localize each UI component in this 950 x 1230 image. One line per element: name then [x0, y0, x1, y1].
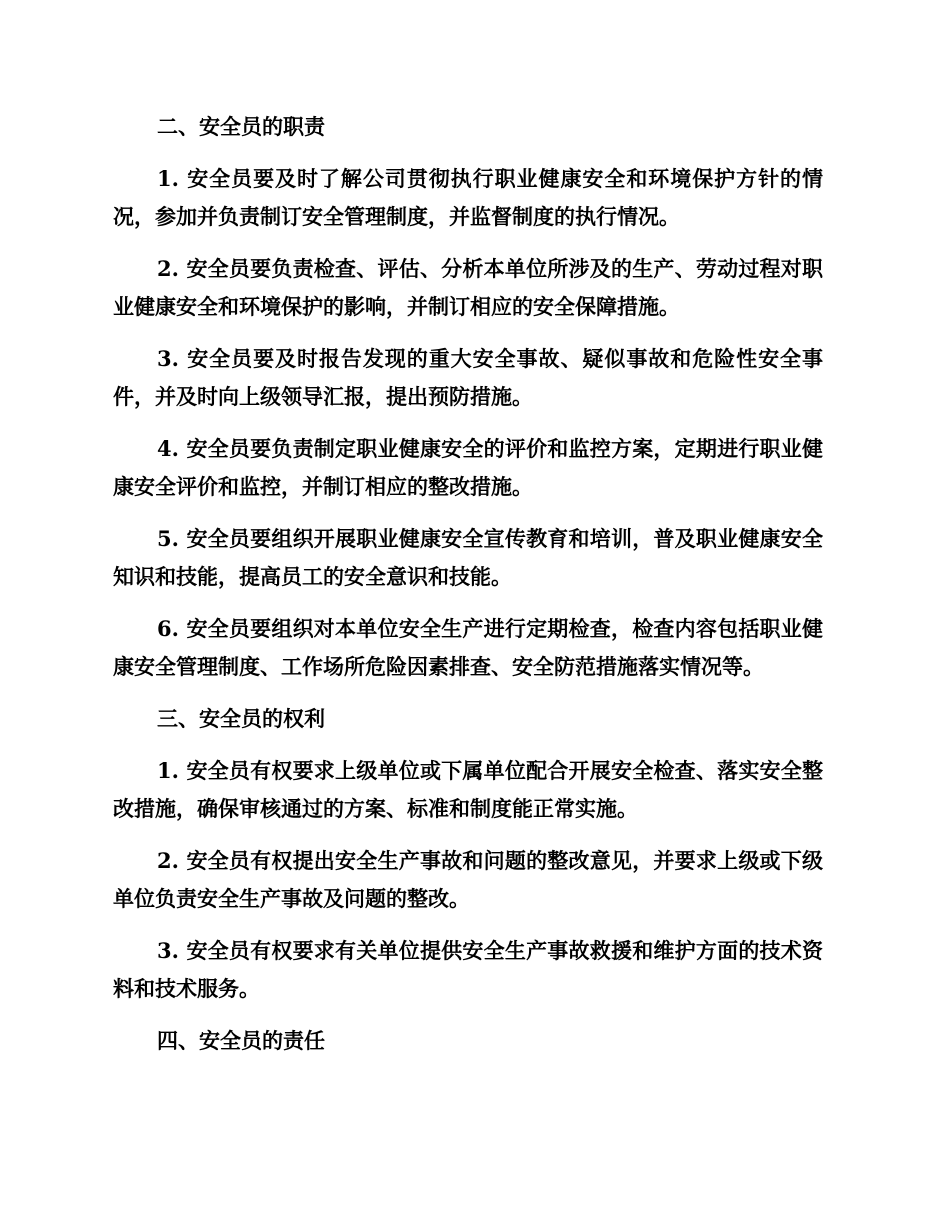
document-page — [113, 108, 823, 1074]
paragraph: 2. 安全员有权提出安全生产事故和问题的整改意见，并要求上级或下级单位负责安全生产事故及问题的整改。 — [113, 848, 823, 911]
section-duties — [113, 108, 823, 686]
paragraph: 1. 安全员有权要求上级单位或下属单位配合开展安全检查、落实安全整改措施，确保审核通过的方案、标准和制度能正常实施。 — [113, 758, 823, 821]
paragraph: 4. 安全员要负责制定职业健康安全的评价和监控方案，定期进行职业健康安全评价和监控，并制订相应的整改措施。 — [113, 436, 823, 499]
paragraph: 1. 安全员要及时了解公司贯彻执行职业健康安全和环境保护方针的情况，参加并负责制订安全管理制度，并监督制度的执行情况。 — [113, 166, 823, 229]
paragraph: 5. 安全员要组织开展职业健康安全宣传教育和培训，普及职业健康安全知识和技能，提高员工的安全意识和技能。 — [113, 526, 823, 589]
section-heading: 二、安全员的职责 — [157, 114, 325, 139]
section-heading: 三、安全员的权利 — [157, 706, 325, 731]
paragraph: 3. 安全员有权要求有关单位提供安全生产事故救援和维护方面的技术资料和技术服务。 — [113, 938, 823, 1001]
section-heading: 四、安全员的责任 — [157, 1028, 325, 1053]
paragraph: 6. 安全员要组织对本单位安全生产进行定期检查，检查内容包括职业健康安全管理制度、工作场所危险因素排查、安全防范措施落实情况等。 — [113, 616, 823, 679]
paragraph: 3. 安全员要及时报告发现的重大安全事故、疑似事故和危险性安全事件，并及时向上级领导汇报，提出预防措施。 — [113, 346, 823, 409]
paragraph: 2. 安全员要负责检查、评估、分析本单位所涉及的生产、劳动过程对职业健康安全和环境保护的影响，并制订相应的安全保障措施。 — [113, 256, 823, 319]
section-responsibilities — [113, 1022, 823, 1060]
section-rights — [113, 700, 823, 1008]
